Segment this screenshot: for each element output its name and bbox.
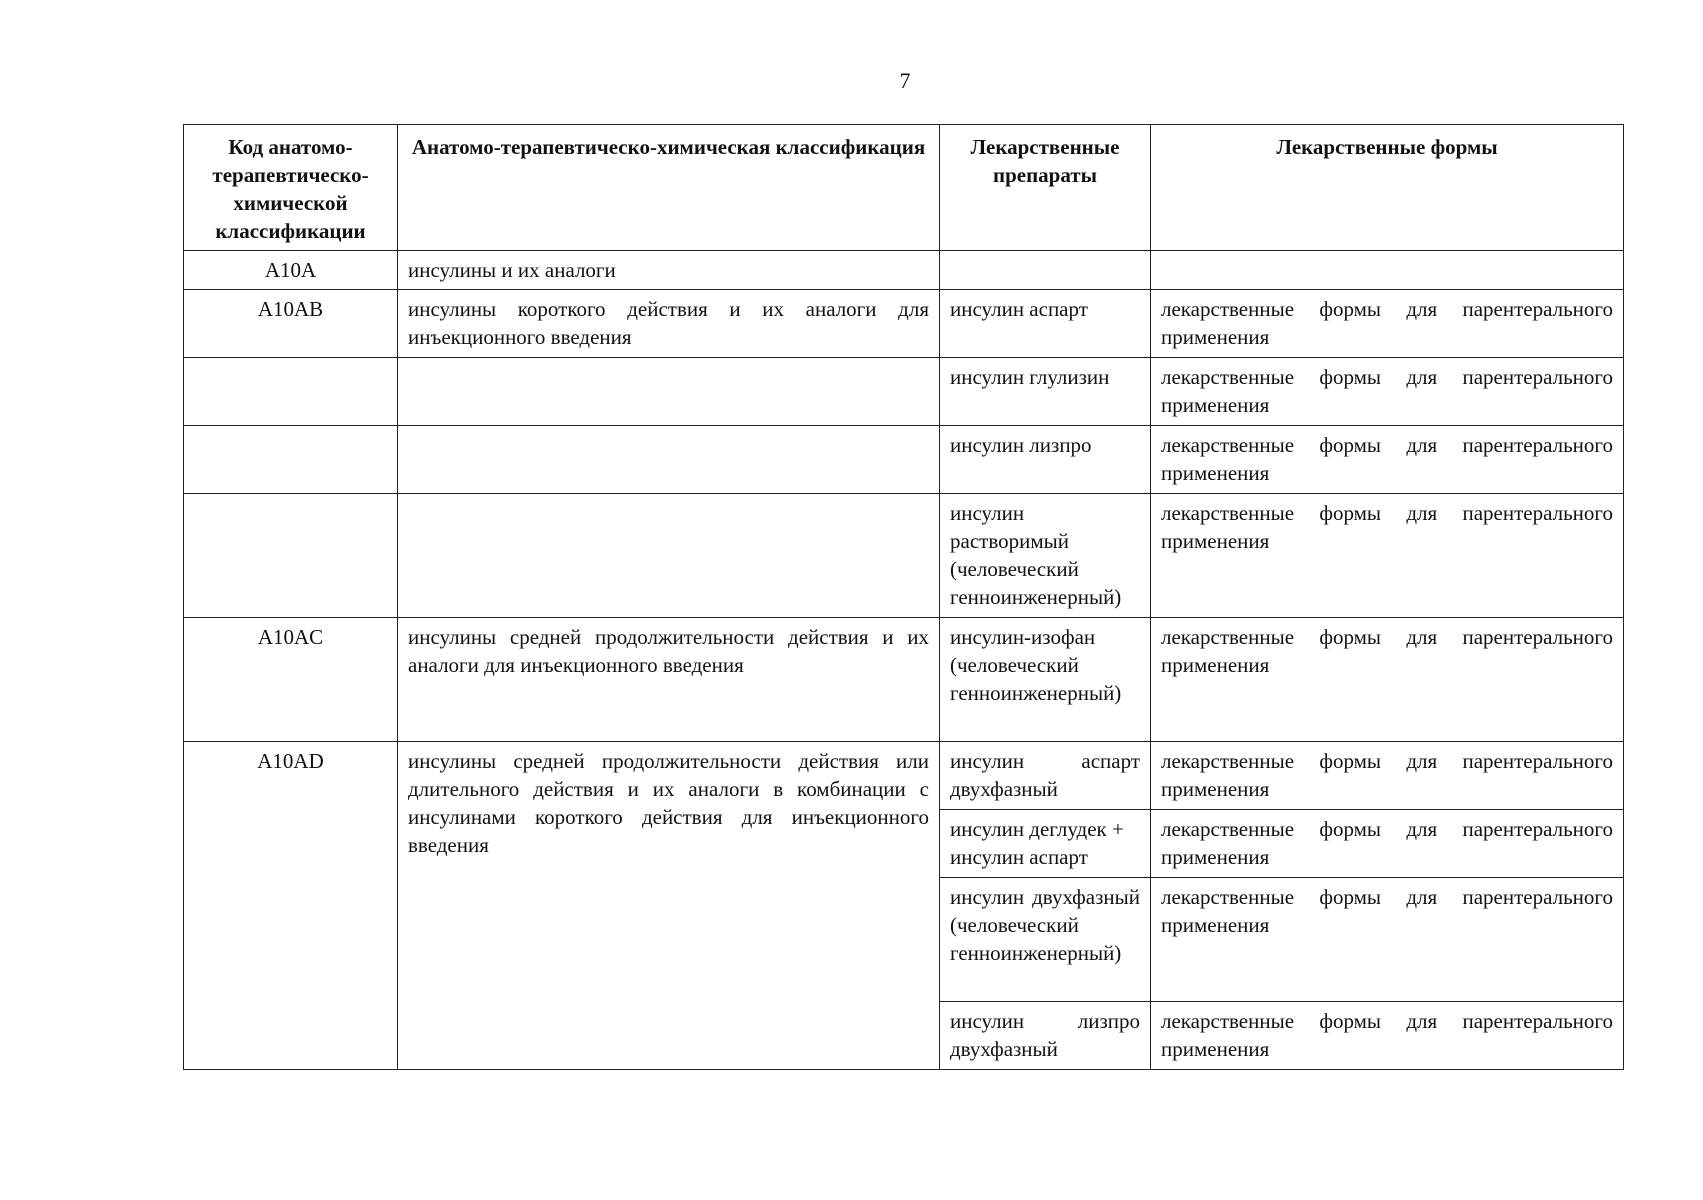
form-cell: лекарственные формы для парентерального применения (1151, 494, 1624, 618)
atc-code-cell: A10A (184, 251, 398, 290)
classification-cell (398, 358, 940, 426)
form-cell: лекарственные формы для парентерального применения (1151, 1002, 1624, 1070)
table-row (184, 358, 1624, 426)
table-row (184, 494, 1624, 618)
form-cell: лекарственные формы для парентерального применения (1151, 358, 1624, 426)
atc-code-cell (184, 358, 398, 426)
form-cell (1151, 251, 1624, 290)
classification-cell: инсулины и их аналоги (398, 251, 940, 290)
form-cell: лекарственные формы для парентерального применения (1151, 742, 1624, 810)
drug-cell: инсулин лизпро (940, 426, 1151, 494)
classification-cell: инсулины средней продолжительности действия или длительного действия и их аналоги в комбинации с инсулинами короткого действия для инъекционного введения (398, 742, 940, 1070)
table-row (184, 742, 1624, 810)
drug-cell: инсулин глулизин (940, 358, 1151, 426)
table-row (184, 251, 1624, 290)
drug-cell: инсулин растворимый (человеческий генноинженерный) (940, 494, 1151, 618)
form-cell: лекарственные формы для парентерального применения (1151, 290, 1624, 358)
drug-cell: инсулин деглудек + инсулин аспарт (940, 810, 1151, 878)
drug-cell: инсулин двухфазный (человеческий генноинженерный) (940, 878, 1151, 1002)
table-row (184, 618, 1624, 742)
header-classification: Анатомо-терапевтическо-химическая классификация (398, 125, 940, 251)
drug-cell: инсулин лизпро двухфазный (940, 1002, 1151, 1070)
classification-cell (398, 426, 940, 494)
table-row (184, 290, 1624, 358)
drug-cell: инсулин аспарт двухфазный (940, 742, 1151, 810)
table-row (184, 426, 1624, 494)
atc-code-cell (184, 494, 398, 618)
atc-code-cell (184, 426, 398, 494)
atc-code-cell: A10AD (184, 742, 398, 1070)
form-cell: лекарственные формы для парентерального применения (1151, 878, 1624, 1002)
form-cell: лекарственные формы для парентерального применения (1151, 618, 1624, 742)
classification-cell: инсулины короткого действия и их аналоги для инъекционного введения (398, 290, 940, 358)
header-drugs: Лекарственные препараты (940, 125, 1151, 251)
header-row (184, 125, 1624, 251)
classification-cell (398, 494, 940, 618)
atc-code-cell: A10AB (184, 290, 398, 358)
page-number: 7 (899, 68, 911, 93)
drug-cell (940, 251, 1151, 290)
drug-cell: инсулин аспарт (940, 290, 1151, 358)
header-code: Код анатомо-терапевтическо-химической классификации (184, 125, 398, 251)
atc-code-cell: A10AC (184, 618, 398, 742)
header-forms: Лекарственные формы (1151, 125, 1624, 251)
form-cell: лекарственные формы для парентерального применения (1151, 426, 1624, 494)
classification-cell: инсулины средней продолжительности действия и их аналоги для инъекционного введения (398, 618, 940, 742)
drug-cell: инсулин-изофан (человеческий генноинженерный) (940, 618, 1151, 742)
form-cell: лекарственные формы для парентерального применения (1151, 810, 1624, 878)
atc-table (183, 124, 1624, 1070)
